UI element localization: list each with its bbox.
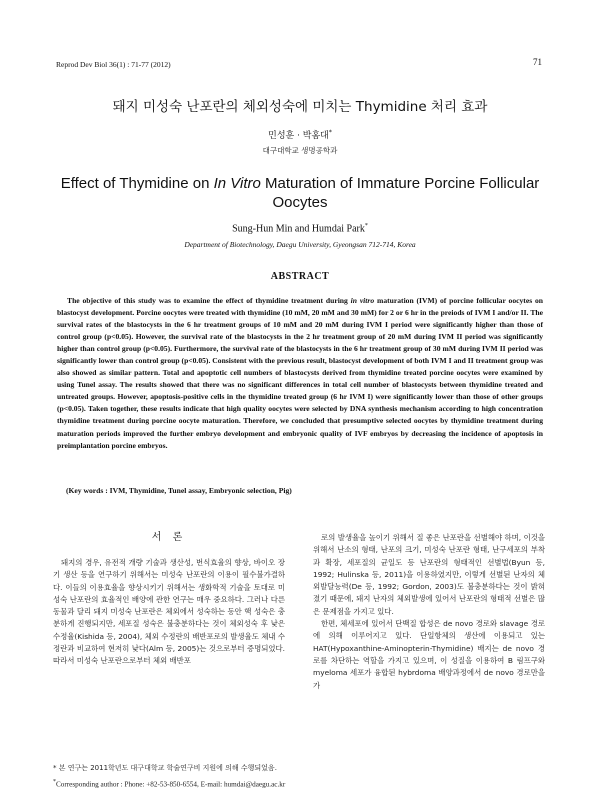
korean-authors [0,128,600,141]
korean-title: 돼지 미성숙 난포란의 체외성숙에 미치는 Thymidine 처리 효과 [112,99,488,115]
english-author-mark: * [364,223,368,229]
footnote-funding: * 본 연구는 2011학년도 대구대학교 학술연구비 지원에 의해 수행되었음. [53,764,277,772]
right-paragraph-1: 로의 발생율을 높이기 위해서 질 좋은 난포란을 선별해야 하며, 이것을 위해서 난소의 형태, 난포의 크기, 미성숙 난포란 형태, 난구세포의 부착과 확장, 세포질의 균일도 등 난포란의 형태적인 선별법(Byun 등, 1992; Hulinska 등, 2011)을 이용하였지만, 이렇게 선별된 난자의 체외발달능력(De 등, 1992; Gordon, 2003)도 불충분하다는 것이 밝혀졌기 때문에, 돼지 난자의 체외발생에 있어서 난포란의 형태적 선별은 많은 문제점을 가지고 있다. [313,533,545,616]
korean-affiliation: 대구대학교 생명공학과 [262,146,338,155]
abstract-heading: ABSTRACT [270,271,330,282]
english-title [60,174,540,212]
footnote-mark: * [53,779,56,785]
right-paragraph-2: 한편, 체세포에 있어서 단백질 합성은 de novo 경로와 slavage 경로에 의해 이루어지고 있다. 단일항체의 생산에 이용되고 있는 HAT(Hypoxanthine-Aminopterin-Thymidine) 배지는 de novo 경로를 차단하는 역할을 가지고 있으며, 이 성질을 이용하여 B 림프구와 myeloma 세포가 융합된 hybrdoma 배양과정에서 de novo 경로만을 가 [313,619,545,690]
abstract-text-1: The objective of this study was to examine the effect of thymidine treatment during [67,296,351,305]
english-authors [0,223,600,234]
footnote-corresponding [53,779,285,788]
keywords: (Key words : IVM, Thymidine, Tunel assay, Embryonic selection, Pig) [66,486,292,495]
body-right-column [313,532,545,692]
title-part-1: Effect of Thymidine on [60,175,214,192]
korean-author-mark: * [328,129,332,136]
english-author-names: Sung-Hun Min and Humdai Park [232,223,365,235]
abstract-text-2: maturation (IVM) of porcine follicular oocytes on blastocyst development. Porcine oocytes were treated with thymidine (10 mM, 20 mM and 30 mM) for 2 or 6 hr in the preiods of IVM I and/or II. The survival rates of the blastocysts in the 6 hr treatment groups of 10 mM and 20 mM during IVM I period were significantly higher than those of control group (p<0.05). However, the survival rate of the blastocysts in the 2 hr treatment group of 20 mM during IVM II period was significantly higher than control group (p<0.05). Furthermore, the survival rate of the blastocysts in the 6 hr treatment group of 30 mM during IVM II period was significantly lower than control group (p<0.05). Consistent with the previous result, blastocyst development of both IVM I and II treatment group was also showed as similar pattern. Total and apoptotic cell numbers of blastocysts derived from thymidine treated porcine oocytes were examined by using Tunel assay. The results showed that there was no significant differences in total cell number of blastocysts between thymidine treated and untreated groups. However, apoptosis-positive cells in the thymidine treated group (6 hr IVM I) were significantly lower than those of other groups (p<0.05). Taken together, these results indicate that high quality oocytes were selected by DNA synthesis mechanism according to high concentration thymidine treatment during porcine oocyte maturation. Therefore, we concluded that presumptive selected oocytes by thymidine treatment during maturation periods improved the further embryo development and embryonic quality of IVF embryos by decreasing the incidence of apoptosis in preimplantation porcine embryos. [57,296,543,450]
page-number: 71 [533,57,542,67]
footnote-corresponding-text: Corresponding author : Phone: +82-53-850-6554, E-mail: humdai@daegu.ac.kr [56,780,286,789]
korean-author-names: 민성훈 · 박홈대 [268,131,329,141]
title-italic: In Vitro [213,175,261,192]
journal-citation: Reprod Dev Biol 36(1) : 71-77 (2012) [56,60,171,69]
english-affiliation: Department of Biotechnology, Daegu University, Gyeongsan 712-714, Korea [184,240,416,249]
title-part-2: Maturation of Immature Porcine Follicular Oocytes [260,175,540,211]
abstract-text [57,295,543,452]
abstract-italic: in vitro [350,296,375,305]
body-left-column: 돼지의 경우, 유전적 개량 기술과 생산성, 번식효율의 향상, 바이오 장기 생산 등을 연구하기 위해서는 미성숙 난포란의 이용이 필수불가결하다. 이들의 이용효율을 향상시키기 위해서는 생화학적 기술을 토대로 미성숙 난포란의 효율적인 배양에 관한 연구는 매우 중요하다. 그러나 다른 동물과 달리 돼지 미성숙 난포란은 체외에서 성숙하는 동안 핵 성숙은 충분하게 진행되지만, 세포질 성숙은 불충분하다는 것이 체외성숙 후 낮은 수정율(Kishida 등, 2004), 체외 수정란의 배반포로의 발생율도 체내 수정란과 비교하여 현저히 낮다(Alm 등, 2005)는 것으로부터 증명되었다. 따라서 미성숙 난포란으로부터 체외 배반포 [53,558,285,666]
section-heading: 서 론 [151,532,187,543]
